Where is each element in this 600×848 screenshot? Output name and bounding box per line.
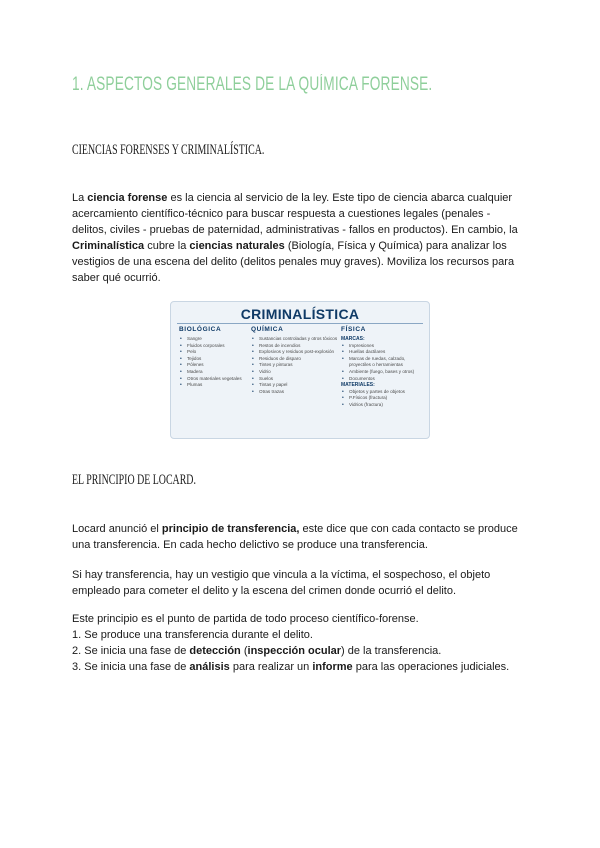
list-item: • Residuos de disparo [259,356,341,363]
paragraph-proceso [72,611,522,675]
bold-ciencia-forense: ciencia forense [87,192,168,204]
process-step-1: 1. Se produce una transferencia durante el delito. [72,629,313,641]
process-step-2: 2. Se inicia una fase de detección (inspección ocular) de la transferencia. [72,645,442,657]
list-item: • Madera [187,369,251,376]
list-item: • Vidrios (fractura) [349,402,425,409]
section-title: 1. ASPECTOS GENERALES DE LA QUÍMICA FORENSE. [72,74,433,95]
column-heading: FÍSICA [341,326,366,333]
list-item: • Plumas [187,382,251,389]
list-item: • Sustancias controladas y otros tóxicos [259,336,341,343]
list-item: • Explosivos y residuos post-explosión [259,349,341,356]
subsection-title-locard: EL PRINCIPIO DE LOCARD. [72,472,196,488]
list-item: • Marcas de ruedas, calzado, proyectiles o herramientas [349,356,425,369]
bold-ciencias-naturales: ciencias naturales [189,240,285,252]
figure-column-fisica [341,326,425,409]
subheading-marcas: MARCAS: [341,336,365,342]
list-item: • Fluidos corporales [187,343,251,350]
subsection-title-ciencias-forenses: CIENCIAS FORENSES Y CRIMINALÍSTICA. [72,142,265,158]
list-item: • Pelo [187,349,251,356]
list-item: • Tejidos [187,356,251,363]
paragraph-ciencia-forense: La ciencia forense es la ciencia al servicio de la ley. Este tipo de ciencia abarca cualquier acercamiento científico-técnico para buscar respuesta a cuestiones legales (penales - delitos, civiles - pruebas de paternidad, administrativas - fallos en productos). En cambio, la Criminalística cubre la ciencias naturales (Biología, Física y Química) para analizar los vestigios de una escena del delito (delitos penales muy graves). Moviliza los recursos para saber qué ocurrió. [72,192,518,284]
criminalistica-figure [170,301,430,439]
list-item: • Tintas y papel [259,382,341,389]
subheading-materiales: MATERIALES: [341,382,375,389]
list-item: • Vidrio [259,369,341,376]
paragraph-vestigio: Si hay transferencia, hay un vestigio que vincula a la víctima, el sospechoso, el objeto empleado para cometer el delito y la escena del crimen donde ocurrió el delito. [72,569,491,597]
list-item: • Restos de incendios [259,343,341,350]
bold-criminalistica: Criminalística [72,240,145,252]
list-item: • Otros materiales vegetales [187,376,251,383]
list-item: • P.Físicos (fractura) [349,395,425,402]
figure-column-quimica [251,326,341,395]
bold-principio-transferencia: principio de transferencia, [161,523,300,535]
list-item: • Tintes y pinturas [259,362,341,369]
paragraph-locard: Locard anunció el principio de transferencia, este dice que con cada contacto se produce una transferencia. En cada hecho delictivo se produce una transferencia. [72,523,518,551]
figure-title: CRIMINALÍSTICA [240,306,360,322]
list-item: • Sangre [187,336,251,343]
list-item: • Suelos [259,376,341,383]
column-heading: QUÍMICA [251,326,284,333]
column-heading: BIOLÓGICA [179,326,222,333]
list-item: • Pólenes [187,362,251,369]
process-step-3: 3. Se inicia una fase de análisis para realizar un informe para las operaciones judiciales. [72,661,510,673]
list-item: • Documentos [349,376,425,383]
list-item: • Objetos y partes de objetos [349,389,425,396]
list-item: • Impresiones [349,343,425,350]
figure-divider [177,323,423,324]
figure-column-biologica [179,326,251,389]
process-intro: Este principio es el punto de partida de todo proceso científico-forense. [72,613,419,625]
list-item: • Ambiente (fuego, bases y otros) [349,369,425,376]
list-item: • Huellas dactilares [349,349,425,356]
list-item: • Otras trazas [259,389,341,396]
